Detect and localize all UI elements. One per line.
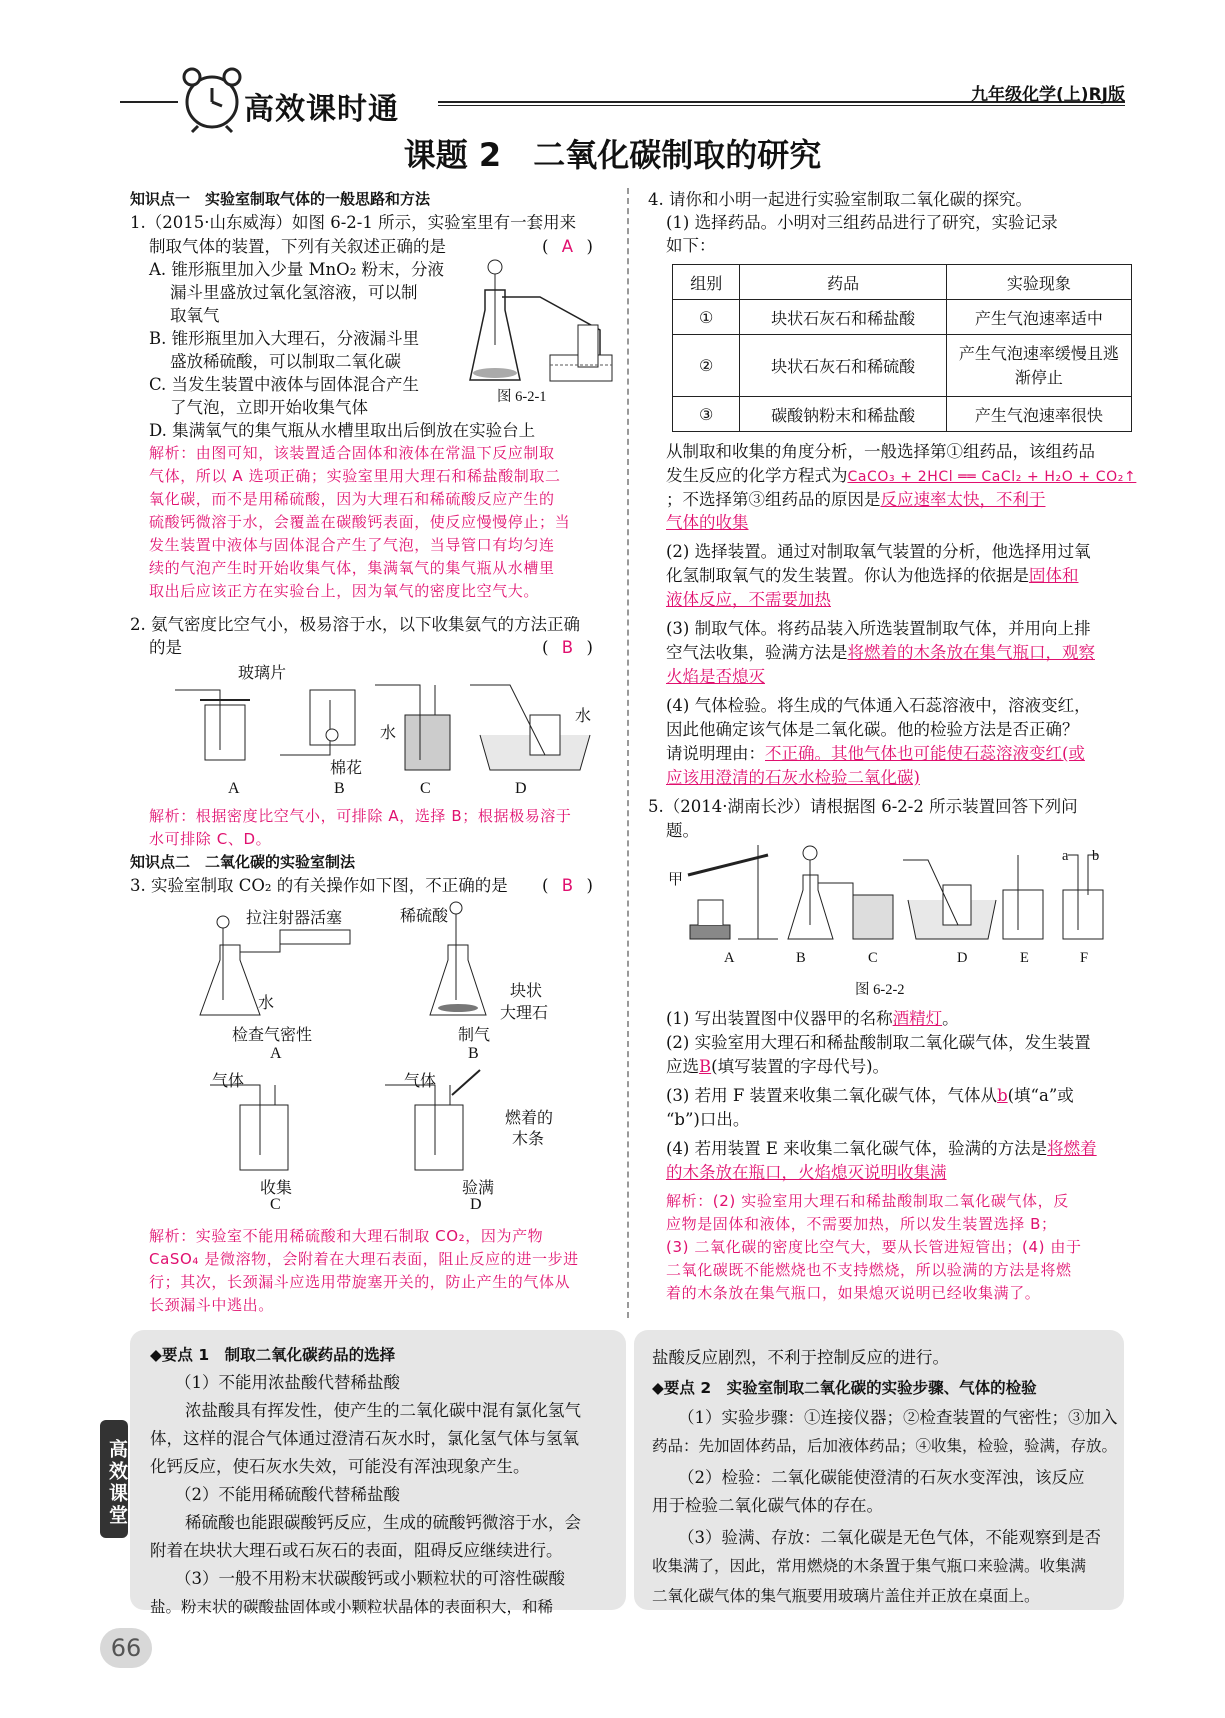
q2-explanation: 解析：根据密度比空气小，可排除 A，选择 B；根据极易溶于 <box>149 807 572 825</box>
q4-line: (1) 选择药品。小明对三组药品进行了研究，实验记录 <box>666 213 1058 232</box>
q4-2: (2) 选择装置。通过对制取氧气装置的分析，他选择用过氧 <box>666 542 1091 561</box>
key-point-line: 附着在块状大理石或石灰石的表面，阻碍反应继续进行。 <box>150 1541 563 1560</box>
knowledge-point-1: 知识点一 实验室制取气体的一般思路和方法 <box>130 190 431 208</box>
table-cell: 产生气泡速率适中 <box>946 300 1131 335</box>
table-row <box>673 397 1132 432</box>
q1-option: 了气泡，立即开始收集气体 <box>170 398 368 417</box>
q5-line: 5.（2014·湖南长沙）请根据图 6-2-2 所示装置回答下列问 <box>648 797 1078 816</box>
table-header: 实验现象 <box>946 265 1131 300</box>
key-point-line: （1）不能用浓盐酸代替稀盐酸 <box>175 1373 400 1392</box>
q5-3-text: (填“a”或 <box>1007 1086 1074 1105</box>
table-cell: 块状石灰石和稀盐酸 <box>740 300 946 335</box>
label-syringe: 拉注射器活塞 <box>246 910 343 927</box>
q5-4-answer: 的木条放在瓶口，火焰熄灭说明收集满 <box>666 1163 947 1182</box>
label-C: C <box>270 1196 281 1213</box>
label-solid: 大理石 <box>500 1005 549 1022</box>
q3-line: 3. 实验室制取 CO₂ 的有关操作如下图，不正确的是 <box>130 876 508 895</box>
q1-explanation: 气体，所以 A 选项正确；实验室里用大理石和稀盐酸制取二 <box>149 467 561 485</box>
table-row <box>673 300 1132 335</box>
q4-reason-text: ；不选择第③组药品的原因是 <box>666 490 881 509</box>
q5-3-answer: b <box>997 1086 1008 1105</box>
label-solid: 块状 <box>510 983 543 1000</box>
q4-4-answer: 不正确。其他气体也可能使石蕊溶液变红(或 <box>765 744 1085 763</box>
q1-explanation: 续的气泡产生时开始收集气体，集满氧气的集气瓶从水槽里 <box>149 559 555 577</box>
figure-6-2-2 <box>668 845 1128 955</box>
key-point-line: 体，这样的混合气体通过澄清石灰水时，氯化氢气体与氢氧 <box>150 1429 579 1448</box>
figure-6-2-1 <box>450 255 615 385</box>
q5-1-answer: 酒精灯 <box>892 1009 943 1028</box>
label-stick: 燃着的 <box>505 1110 554 1127</box>
label-A: A <box>724 950 735 966</box>
q3-explanation: 解析：实验室不能用稀硫酸和大理石制取 CO₂，因为产物 <box>149 1227 544 1245</box>
q4-3-text: 空气法收集，验满方法是 <box>666 643 848 662</box>
q4-4-answer: 应该用澄清的石灰水检验二氧化碳) <box>666 768 920 787</box>
q4-4: (4) 气体检验。将生成的气体通入石蕊溶液中，溶液变红， <box>666 696 1091 715</box>
label-B: B <box>468 1045 479 1062</box>
table-cell: 产生气泡速率很快 <box>946 397 1131 432</box>
key-point-heading: ◆要点 1 制取二氧化碳药品的选择 <box>150 1346 396 1364</box>
label-gas: 气体 <box>212 1073 245 1090</box>
label-A: A <box>270 1045 282 1062</box>
q4-analysis-text: 发生反应的化学方程式为 <box>666 466 848 485</box>
key-point-line: 用于检验二氧化碳气体的存在。 <box>652 1496 883 1515</box>
table-cell: 碳酸钠粉末和稀盐酸 <box>740 397 946 432</box>
q1-explanation: 取出后应该正方在实验台上，因为氧气的密度比空气大。 <box>149 582 540 600</box>
q5-2-text: (填写装置的字母代号)。 <box>711 1057 890 1076</box>
q5-line: 题。 <box>666 821 699 840</box>
q4-3 <box>666 641 1095 664</box>
q5-4-answer: 将燃着 <box>1047 1139 1097 1158</box>
q4-reason <box>666 488 1046 511</box>
table-cell: ② <box>673 335 740 397</box>
q4-4: 因此他确定该气体是二氧化碳。他的检验方法是否正确？ <box>666 720 1079 739</box>
q4-4-text: 请说明理由： <box>666 744 765 763</box>
q4-3: (3) 制取气体。将药品装入所选装置制取气体，并用向上排 <box>666 619 1091 638</box>
q5-explanation: (3) 二氧化碳的密度比空气大，要从长管进短管出；(4) 由于 <box>666 1238 1082 1256</box>
q4-line: 4. 请你和小明一起进行实验室制取二氧化碳的探究。 <box>648 190 1032 209</box>
q3-explanation: CaSO₄ 是微溶物，会附着在大理石表面，阻止反应的进一步进 <box>149 1250 579 1268</box>
label-A: A <box>228 780 240 797</box>
q5-1-text: (1) 写出装置图中仪器甲的名称 <box>666 1009 893 1028</box>
q5-3-text: (3) 若用 F 装置来收集二氧化碳气体，气体从 <box>666 1086 998 1105</box>
q1-option: A. 锥形瓶里加入少量 MnO₂ 粉末，分液 <box>149 260 445 279</box>
q2-explanation: 水可排除 C、D。 <box>149 830 272 848</box>
q5-2 <box>666 1055 889 1078</box>
key-point-line: （2）检验：二氧化碳能使澄清的石灰水变浑浊，该反应 <box>678 1468 1085 1487</box>
q5-3: “b”)口出。 <box>666 1110 750 1129</box>
label-gas: 气体 <box>404 1073 437 1090</box>
label-jia: 甲 <box>668 872 684 888</box>
q1-explanation: 解析：由图可知，该装置适合固体和液体在常温下反应制取 <box>149 444 555 462</box>
q5-4 <box>666 1137 1097 1160</box>
q5-explanation: 着的木条放在集气瓶口，如果熄灭说明已经收集满了。 <box>666 1284 1041 1302</box>
q5-2-text: 应选 <box>666 1057 699 1076</box>
q5-2: (2) 实验室用大理石和稀盐酸制取二氧化碳气体，发生装置 <box>666 1033 1091 1052</box>
label-dilute-sulfuric: 稀硫酸 <box>400 908 449 925</box>
alarm-clock-icon <box>178 62 248 134</box>
label-water: 水 <box>380 725 397 742</box>
side-tab: 高效课堂 <box>100 1420 128 1538</box>
label-D: D <box>470 1196 482 1213</box>
edition-label: 九年级化学(上)RJ版 <box>971 85 1125 105</box>
label-cotton: 棉花 <box>330 760 363 777</box>
q4-2-text: 化氢制取氧气的发生装置。你认为他选择的依据是 <box>666 566 1029 585</box>
q5-2-answer: B <box>699 1057 712 1076</box>
q1-option: B. 锥形瓶里加入大理石，分液漏斗里 <box>149 329 420 348</box>
q4-3-answer: 火焰是否熄灭 <box>666 667 765 686</box>
label-check: 检查气密性 <box>232 1027 313 1044</box>
logo <box>178 62 438 132</box>
table-cell: 块状石灰石和稀硫酸 <box>740 335 946 397</box>
q1-line-1: 1.（2015·山东威海）如图 6-2-1 所示，实验室里有一套用来 <box>130 213 577 232</box>
figure-caption-6-2-2: 图 6-2-2 <box>855 982 905 998</box>
table-header-row <box>673 265 1132 300</box>
table-header: 药品 <box>740 265 946 300</box>
q4-reason-answer: 反应速率太快，不利于 <box>880 490 1046 509</box>
q4-2-answer: 液体反应，不需要加热 <box>666 590 831 609</box>
label-water: 水 <box>575 708 592 725</box>
key-point-line: （2）不能用稀硫酸代替稀盐酸 <box>175 1485 400 1504</box>
q5-explanation: 应物是固体和液体，不需要加热，所以发生装置选择 B； <box>666 1215 1057 1233</box>
label-D: D <box>515 780 527 797</box>
q4-2 <box>666 564 1079 587</box>
q5-4-text: (4) 若用装置 E 来收集二氧化碳气体，验满的方法是 <box>666 1139 1048 1158</box>
label-a: a <box>1062 848 1069 864</box>
q5-1: (1) 写出装置图中仪器甲的名称酒精灯。 <box>666 1009 959 1028</box>
key-point-line: 药品：先加固体药品，后加液体药品；④收集，检验，验满，存放。 <box>652 1437 1118 1455</box>
q4-analysis: 从制取和收集的角度分析，一般选择第①组药品，该组药品 <box>666 442 1095 461</box>
q3-answer: ( B ) <box>542 876 593 895</box>
table-cell: ③ <box>673 397 740 432</box>
experiment-table <box>672 264 1132 432</box>
label-C: C <box>868 950 878 966</box>
q4-line: 如下： <box>666 236 716 255</box>
label-b: b <box>1092 848 1100 864</box>
key-point-heading: ◆要点 2 实验室制取二氧化碳的实验步骤、气体的检验 <box>652 1379 1037 1397</box>
label-glass-plate: 玻璃片 <box>238 665 287 682</box>
label-water: 水 <box>258 995 275 1012</box>
q5-3 <box>666 1084 1074 1107</box>
label-B: B <box>796 950 806 966</box>
q3-explanation: 长颈漏斗中逃出。 <box>149 1296 274 1314</box>
q4-analysis <box>666 464 1136 489</box>
header-rule-thin <box>432 105 1125 106</box>
label-F: F <box>1080 950 1089 966</box>
q3-explanation: 行；其次，长颈漏斗应选用带旋塞开关的，防止产生的气体从 <box>149 1273 571 1291</box>
q5-explanation: 解析：(2) 实验室用大理石和稀盐酸制取二氧化碳气体，反 <box>666 1192 1069 1210</box>
table-header: 组别 <box>673 265 740 300</box>
label-B: B <box>334 780 345 797</box>
label-collect: 收集 <box>260 1180 293 1197</box>
key-point-line: 二氧化碳气体的集气瓶要用玻璃片盖住并正放在桌面上。 <box>652 1587 1040 1605</box>
q1-option: 取氧气 <box>170 306 220 325</box>
label-E: E <box>1020 950 1029 966</box>
page-number: 66 <box>100 1628 152 1668</box>
q5-explanation: 二氧化碳既不能燃烧也不支持燃烧，所以验满的方法是将燃 <box>666 1261 1072 1279</box>
page-title: 课题 2 二氧化碳制取的研究 <box>403 136 822 174</box>
logo-text: 高效课时通 <box>244 92 399 127</box>
q1-line-2: 制取气体的装置，下列有关叙述正确的是 <box>149 237 446 256</box>
key-point-line: （1）实验步骤：①连接仪器；②检查装置的气密性；③加入 <box>678 1408 1118 1427</box>
key-point-line: 盐。粉末状的碳酸盐固体或小颗粒状晶体的表面积大，和稀 <box>150 1598 554 1616</box>
label-full: 验满 <box>462 1180 495 1197</box>
q4-2-answer: 固体和 <box>1029 566 1079 585</box>
q2-line-2: 的是 <box>149 638 182 657</box>
q1-explanation: 氧化碳，而不是用稀硫酸，因为大理石和稀硫酸反应产生的 <box>149 490 555 508</box>
key-point-line: 收集满了，因此，常用燃烧的木条置于集气瓶口来验满。收集满 <box>652 1557 1087 1575</box>
label-stick: 木条 <box>512 1131 545 1148</box>
q4-3-answer: 将燃着的木条放在集气瓶口，观察 <box>847 643 1095 662</box>
q4-4 <box>666 742 1085 765</box>
table-row <box>673 335 1132 397</box>
key-point-line: 浓盐酸具有挥发性，使产生的二氧化碳中混有氯化氢气 <box>185 1401 581 1420</box>
q1-explanation: 发生装置中液体与固体混合产生了气泡，当导管口有均匀连 <box>149 536 555 554</box>
key-point-line: 盐酸反应剧烈，不利于控制反应的进行。 <box>652 1348 949 1367</box>
key-point-line: （3）验满、存放：二氧化碳是无色气体，不能观察到是否 <box>678 1528 1101 1547</box>
q1-answer: ( A ) <box>542 237 593 256</box>
label-D: D <box>957 950 968 966</box>
q1-option: 盛放稀硫酸，可以制取二氧化碳 <box>170 352 401 371</box>
column-divider <box>627 188 629 1318</box>
table-cell: ① <box>673 300 740 335</box>
label-make: 制气 <box>458 1027 491 1044</box>
q4-reason-answer: 气体的收集 <box>666 513 749 532</box>
q2-line-1: 2. 氨气密度比空气小，极易溶于水，以下收集氨气的方法正确 <box>130 615 580 634</box>
label-C: C <box>420 780 431 797</box>
q1-explanation: 硫酸钙微溶于水，会覆盖在碳酸钙表面，使反应慢慢停止；当 <box>149 513 571 531</box>
knowledge-point-2: 知识点二 二氧化碳的实验室制法 <box>130 853 356 871</box>
key-point-line: （3）一般不用粉末状碳酸钙或小颗粒状的可溶性碳酸 <box>175 1569 565 1588</box>
key-point-line: 化钙反应，使石灰水失效，可能没有浑浊现象产生。 <box>150 1457 530 1476</box>
table-cell: 产生气泡速率缓慢且逃渐停止 <box>946 335 1131 397</box>
key-point-line: 稀硫酸也能跟碳酸钙反应，生成的硫酸钙微溶于水，会 <box>185 1513 581 1532</box>
q1-option: 漏斗里盛放过氧化氢溶液，可以制 <box>170 283 418 302</box>
q4-equation: CaCO₃ + 2HCl ══ CaCl₂ + H₂O + CO₂↑ <box>847 469 1137 485</box>
q1-option: D. 集满氧气的集气瓶从水槽里取出后倒放在实验台上 <box>149 421 536 440</box>
q1-option: C. 当发生装置中液体与固体混合产生 <box>149 375 420 394</box>
q2-answer: ( B ) <box>542 638 593 657</box>
figure-caption-6-2-1: 图 6-2-1 <box>497 389 547 405</box>
